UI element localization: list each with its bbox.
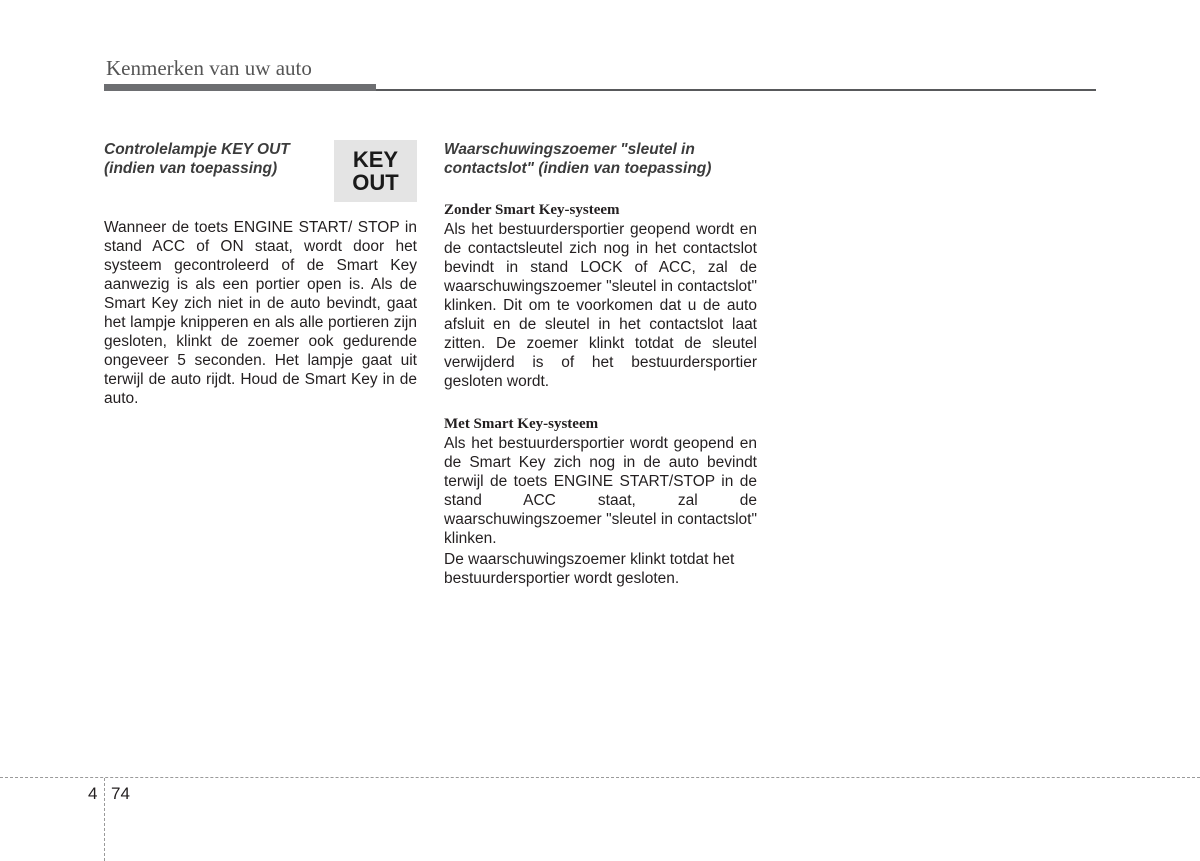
section-without-smart-key-text: Als het bestuurdersportier geopend wordt en de contactsleutel zich nog in het contactslot bevindt in stand LOCK of ACC, zal de waarschuwingszoemer "sleutel in contactslot" klinken. Dit om te voorkomen dat u de auto afsluit en de sleutel in het contactslot laat zitten. De zoemer klinkt totdat de sleutel verwijderd is of het bestuurdersportier gesloten wordt. — [444, 221, 757, 390]
header-rule-thick — [104, 84, 376, 91]
chapter-number: 4 — [88, 784, 98, 803]
section-without-smart-key-title: Zonder Smart Key-systeem — [444, 202, 620, 218]
right-column — [444, 140, 757, 588]
key-out-heading-line1: Controlelampje KEY OUT — [104, 141, 290, 158]
footer-vertical-line — [104, 778, 105, 861]
header-rule-thin — [376, 89, 1096, 91]
section-with-smart-key-text2: De waarschuwingszoemer klinkt totdat het bestuurdersportier wordt gesloten. — [444, 551, 735, 587]
header-title: Kenmerken van uw auto — [106, 56, 312, 80]
page-number: 74 — [111, 784, 130, 803]
footer-dashed-line — [0, 777, 1200, 778]
key-out-indicator-icon — [334, 140, 417, 202]
key-out-badge-line1: KEY — [352, 147, 399, 172]
key-out-paragraph: Wanneer de toets ENGINE START/ STOP in stand ACC of ON staat, wordt door het systeem gecontroleerd of de Smart Key aanwezig is als een portier open is. Als de Smart Key zich niet in de auto bevindt, gaat het lampje knipperen en als alle portieren zijn gesloten, klinkt de zoemer ook gedurende ongeveer 5 seconden. Het lampje gaat uit terwijl de auto rijdt. Houd de Smart Key in de auto. — [104, 219, 417, 407]
buzzer-heading-line2: contactslot" (indien van toepassing) — [444, 160, 712, 177]
buzzer-heading-line1: Waarschuwingszoemer "sleutel in — [444, 141, 695, 158]
section-with-smart-key-title: Met Smart Key-systeem — [444, 416, 599, 432]
left-column — [104, 140, 417, 408]
key-out-badge-line2: OUT — [352, 170, 399, 195]
section-with-smart-key-text: Als het bestuurdersportier wordt geopend en de Smart Key zich nog in de auto bevindt terwijl de toets ENGINE START/STOP in de stand ACC staat, zal de waarschuwingszoemer "sleutel in contactslot" klinken. — [444, 435, 757, 547]
key-out-heading-line2: (indien van toepassing) — [104, 160, 278, 177]
buzzer-heading — [444, 140, 757, 178]
